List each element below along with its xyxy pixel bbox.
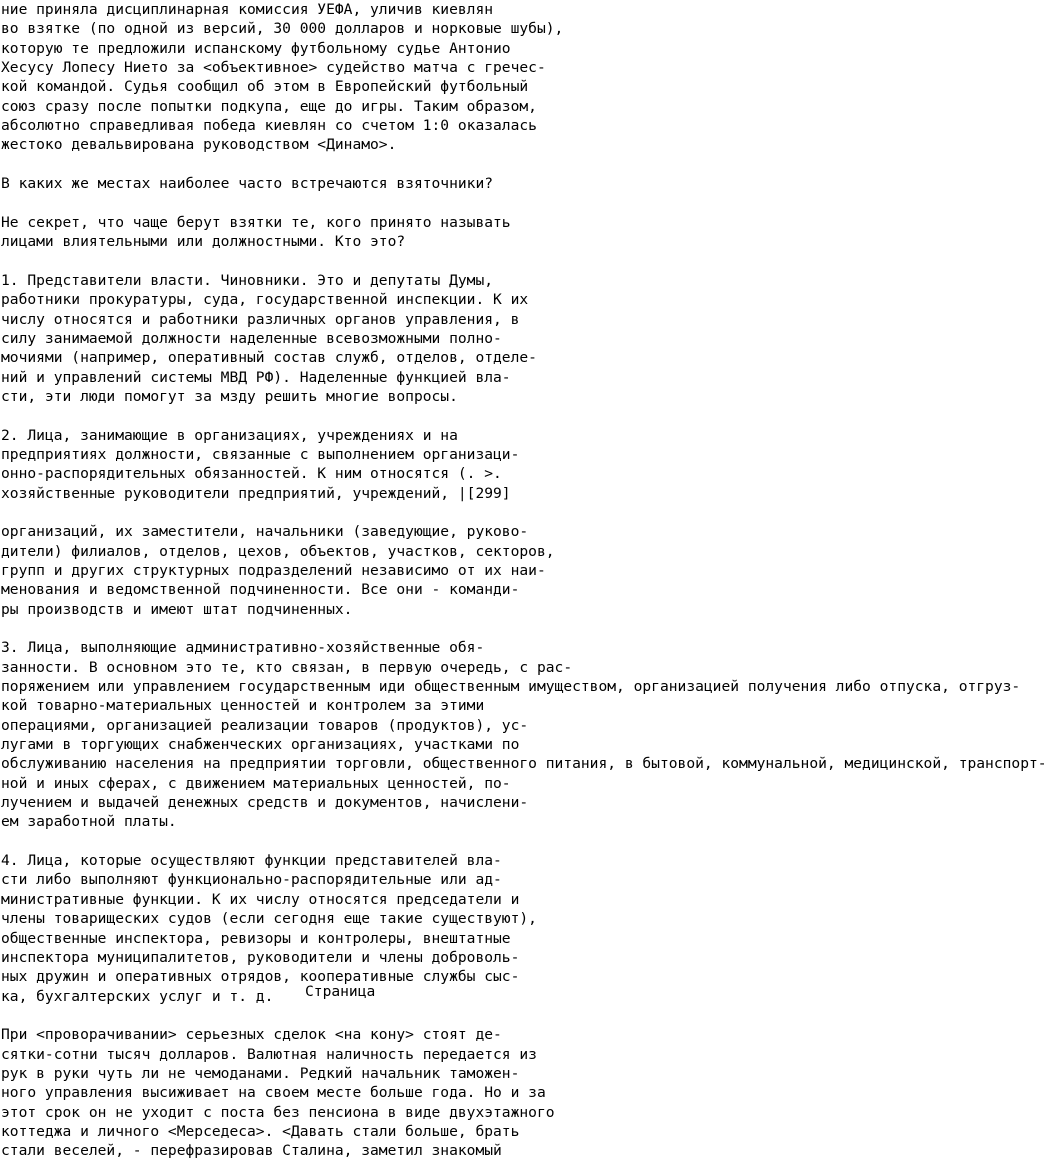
text-line: ной и иных сферах, с движением материальных ценностей, по- <box>1 774 511 792</box>
text-line: онно-распорядительных обязанностей. К ним относятся (. >. <box>1 465 502 483</box>
text-line: министративные функции. К их числу относятся председатели и <box>1 890 520 908</box>
paragraph-gap <box>1 406 620 425</box>
text-line: организаций, их заместители, начальники (заведующие, руково- <box>1 523 529 541</box>
text-line: рук в руки чуть ли не чемоданами. Редкий начальник таможен- <box>1 1064 520 1082</box>
paragraph-gap <box>1 155 620 174</box>
text-line: ние приняла дисциплинарная комиссия УЕФА, уличив киевлян <box>1 1 494 18</box>
text-line: ний и управлений системы МВД РФ). Наделенные функцией вла- <box>1 368 511 386</box>
text-line: ем заработной платы. <box>1 813 177 831</box>
text-line: силу занимаемой должности наделенные всевозможными полно- <box>1 329 502 347</box>
paragraph-7 <box>1 638 1047 831</box>
text-line: 1. Представители власти. Чиновники. Это и депутаты Думы, <box>1 271 494 289</box>
text-line: менования и ведомственной подчиненности. Все они - команди- <box>1 581 520 599</box>
text-line: сти, эти люди помогут за мзду решить многие вопросы. <box>1 387 458 405</box>
text-line: поряжением или управлением государственным иди общественным имуществом, организацией получения либо отпуска, отгруз- <box>1 678 1021 696</box>
text-line: инспектора муниципалитетов, руководители и члены доброволь- <box>1 948 520 966</box>
text-line: союз сразу после попытки подкупа, еще до игры. Таким образом, <box>1 97 537 115</box>
text-line: во взятке (по одной из версий, 30 000 долларов и норковые шубы), <box>1 20 564 38</box>
text-line: лучением и выдачей денежных средств и документов, начислени- <box>1 794 529 812</box>
paragraph-gap <box>1 503 620 522</box>
paragraph-gap <box>1 619 620 638</box>
paragraph-gap <box>1 251 620 270</box>
text-line: 2. Лица, занимающие в организациях, учреждениях и на <box>1 426 458 444</box>
text-line: кой товарно-материальных ценностей и контролем за этими <box>1 697 485 715</box>
paragraph-6 <box>1 522 620 619</box>
text-line: стали веселей, - перефразировав Сталина, заметил знакомый <box>1 1142 502 1160</box>
paragraph-2 <box>1 174 620 193</box>
text-line: 4. Лица, которые осуществляют функции представителей вла- <box>1 852 502 870</box>
text-line: При <проворачивании> серьезных сделок <на кону> стоят де- <box>1 1026 502 1044</box>
text-line: числу относятся и работники различных органов управления, в <box>1 310 520 328</box>
text-line: ных дружин и оперативных отрядов, кооперативные службы сыс- <box>1 968 520 986</box>
text-line: сятки-сотни тысяч долларов. Валютная наличность передается из <box>1 1045 537 1063</box>
paragraph-gap <box>1 1006 620 1025</box>
text-line: кой командой. Судья сообщил об этом в Европейский футбольный <box>1 78 529 96</box>
text-line: ного управления высиживает на своем месте больше года. Но и за <box>1 1084 546 1102</box>
paragraph-gap <box>1 832 620 851</box>
text-line: занности. В основном это те, кто связан, в первую очередь, с рас- <box>1 658 573 676</box>
paragraph-gap <box>1 193 620 212</box>
text-line: лугами в торгующих снабженческих организациях, участками по <box>1 736 520 754</box>
paragraph-3 <box>1 213 620 252</box>
text-line: члены товарищеских судов (если сегодня еще такие существуют), <box>1 910 537 928</box>
paragraph-9 <box>1 1025 620 1160</box>
text-line: работники прокуратуры, суда, государственной инспекции. К их <box>1 291 529 309</box>
text-line: жестоко девальвирована руководством <Динамо>. <box>1 136 397 154</box>
text-line: абсолютно справедливая победа киевлян со счетом 1:0 оказалась <box>1 117 537 135</box>
text-line: Хесусу Лопесу Нието за <объективное> судейство матча с гречес- <box>1 59 546 77</box>
text-line: которую те предложили испанскому футбольному судье Антонио <box>1 39 511 57</box>
text-line: предприятиях должности, связанные с выполнением организаци- <box>1 445 520 463</box>
text-line: ка, бухгалтерских услуг и т. д. <box>1 987 274 1005</box>
text-line: сти либо выполняют функционально-распорядительные или ад- <box>1 871 502 889</box>
text-line: дители) филиалов, отделов, цехов, объектов, участков, секторов, <box>1 542 555 560</box>
text-line: мочиями (например, оперативный состав служб, отделов, отделе- <box>1 349 537 367</box>
paragraph-5 <box>1 426 620 503</box>
page-footer-label: Страница <box>305 983 376 1000</box>
text-line: 3. Лица, выполняющие административно-хозяйственные обя- <box>1 639 485 657</box>
text-line: ры производств и имеют штат подчиненных. <box>1 600 353 618</box>
text-line: Не секрет, что чаще берут взятки те, кого принято называть <box>1 213 511 231</box>
text-line: хозяйственные руководители предприятий, учреждений, |[299] <box>1 484 511 502</box>
text-line: этот срок он не уходит с поста без пенсиона в виде двухэтажного <box>1 1103 555 1121</box>
text-line: В каких же местах наиболее часто встречаются взяточники? <box>1 175 494 193</box>
text-line: обслуживанию населения на предприятии торговли, общественного питания, в бытовой, коммунальной, медицинской, транспорт- <box>1 755 1047 773</box>
text-line: операциями, организацией реализации товаров (продуктов), ус- <box>1 716 529 734</box>
paragraph-4 <box>1 271 620 406</box>
text-line: общественные инспектора, ревизоры и контролеры, внештатные <box>1 929 511 947</box>
text-line: лицами влиятельными или должностными. Кто это? <box>1 233 406 251</box>
text-line: групп и других структурных подразделений независимо от их наи- <box>1 561 546 579</box>
text-line: коттеджа и личного <Мерседеса>. <Давать стали больше, брать <box>1 1122 520 1140</box>
paragraph-1 <box>1 0 620 155</box>
